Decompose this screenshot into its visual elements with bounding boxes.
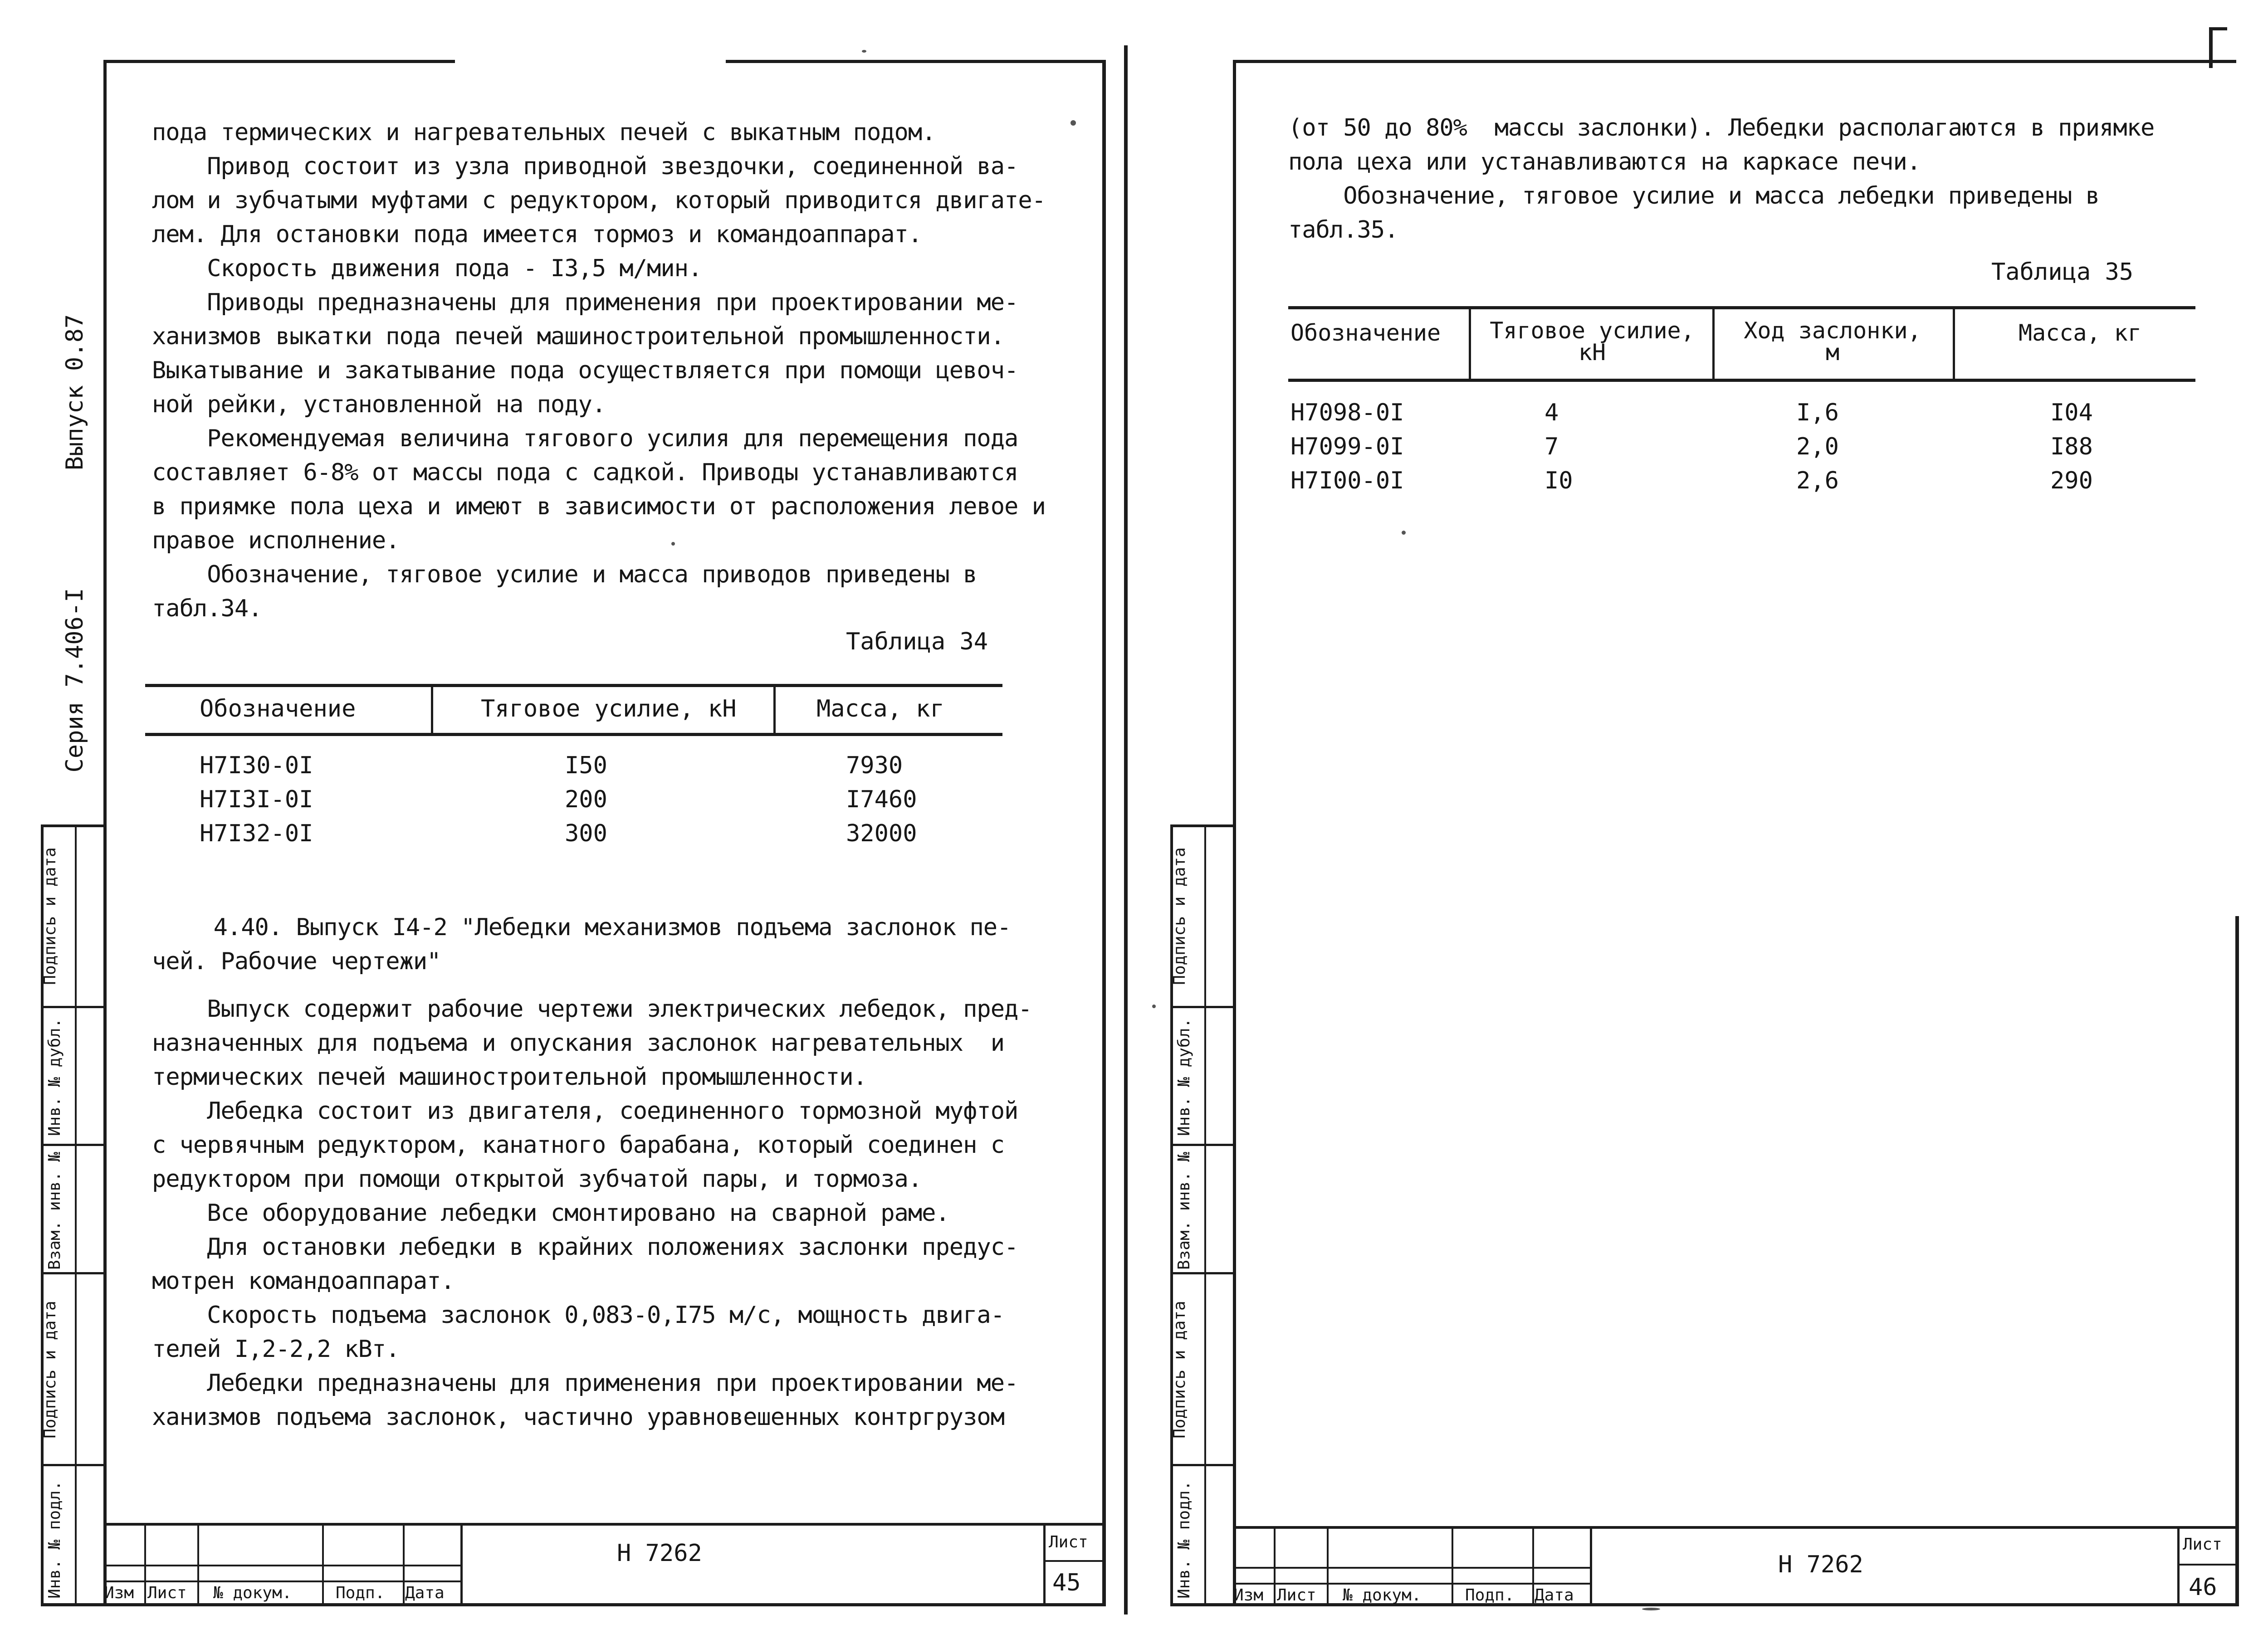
table-35-row-3-force: I0 <box>1545 467 1573 494</box>
scan-speck <box>671 542 675 546</box>
left-frame-top-a <box>106 60 455 63</box>
right-para-line-4: табл.35. <box>1288 216 1398 244</box>
gutter-line <box>1124 45 1128 1614</box>
left-para-line-10: Рекомендуемая величина тягового усилия для перемещения пода <box>152 425 1018 452</box>
table-34-title: Таблица 34 <box>846 628 988 655</box>
right-stamp-doc-code: Н 7262 <box>1778 1551 1863 1578</box>
left-bottom-line-2: назначенных для подъема и опускания заслонок нагревательных и <box>152 1029 1005 1057</box>
right-frame-left <box>1233 60 1236 1606</box>
right-corner-mark-top <box>2209 27 2227 30</box>
stamp-sheet-number: 45 <box>1052 1569 1081 1596</box>
left-frame-left <box>103 60 107 1606</box>
right-stamp-col-date: Дата <box>1535 1586 1574 1605</box>
left-para-line-2: Привод состоит из узла приводной звездочки, соединенной ва- <box>152 153 1018 180</box>
right-para-line-3: Обозначение, тяговое усилие и масса лебедки приведены в <box>1288 182 2100 210</box>
table-35-row-2-stroke: 2,0 <box>1796 433 1839 460</box>
right-stamp-col-list: Лист <box>1277 1586 1316 1605</box>
right-side-field-vzam-inv: Взам. инв. № <box>1175 1151 1193 1270</box>
table-34-row-3-designation: Н7I32-0I <box>200 820 313 847</box>
stamp-col-izm: Изм <box>104 1584 134 1602</box>
right-stamp-col-doc: № докум. <box>1343 1586 1422 1605</box>
left-frame-bottom <box>41 1603 1106 1606</box>
table-35-title: Таблица 35 <box>1991 259 2134 286</box>
scan-speck <box>1070 120 1076 126</box>
right-side-field-inv-dubl: Инв. № дубл. <box>1175 1018 1193 1136</box>
left-bottom-line-5: с червячным редуктором, канатного барабана, который соединен с <box>152 1132 1005 1159</box>
table-35-row-1-mass: I04 <box>2050 399 2093 426</box>
table-34-row-3-mass: 32000 <box>846 820 917 847</box>
table-34-row-1-mass: 7930 <box>846 752 903 779</box>
left-bottom-line-10: Скорость подъема заслонок 0,083-0,I75 м/с, мощность двига- <box>152 1302 1005 1329</box>
left-frame-right <box>1102 60 1106 1606</box>
right-frame-bottom <box>1170 1603 2239 1606</box>
left-para-line-14: Обозначение, тяговое усилие и масса приводов приведены в <box>152 561 977 588</box>
side-field-inv-dubl: Инв. № дубл. <box>45 1018 64 1136</box>
table-35-row-1-designation: Н7098-0I <box>1290 399 1404 426</box>
left-bottom-line-7: Все оборудование лебедки смонтировано на сварной раме. <box>152 1200 949 1227</box>
right-side-field-inv-podl: Инв. № подл. <box>1175 1480 1193 1599</box>
left-para-line-1: пода термических и нагревательных печей с выкатным подом. <box>152 119 936 146</box>
left-bottom-line-9: мотрен командоаппарат. <box>152 1268 455 1295</box>
left-frame-top-b <box>726 60 1106 63</box>
side-field-vzam-inv: Взам. инв. № <box>45 1151 64 1270</box>
right-stamp-sheet-number: 46 <box>2189 1574 2217 1601</box>
table-34-row-2-mass: I7460 <box>846 786 917 813</box>
stamp-doc-code: Н 7262 <box>617 1540 702 1567</box>
left-para-line-6: Приводы предназначены для применения при проектировании ме- <box>152 289 1018 316</box>
stamp-col-list: Лист <box>147 1584 187 1602</box>
side-field-signature-1: Подпись и дата <box>41 1301 59 1439</box>
left-para-line-8: Выкатывание и закатывание пода осуществляется при помощи цевоч- <box>152 357 1018 384</box>
left-para-line-9: ной рейки, установленной на поду. <box>152 391 606 418</box>
table-34-row-2-force: 200 <box>565 786 607 813</box>
table-34-header-mass: Масса, кг <box>816 695 944 722</box>
right-para-line-2: пола цеха или устанавливаются на каркасе печи. <box>1288 148 1921 176</box>
right-frame-top <box>1234 60 2236 63</box>
left-para-line-5: Скорость движения пода - I3,5 м/мин. <box>152 255 702 282</box>
table-35-row-1-stroke: I,6 <box>1796 399 1839 426</box>
table-35-row-3-mass: 290 <box>2050 467 2093 494</box>
right-corner-mark <box>2209 27 2213 68</box>
left-para-line-15: табл.34. <box>152 595 262 622</box>
table-35-header-stroke: Ход заслонки, м <box>1744 317 1921 366</box>
table-34-header-force: Тяговое усилие, кН <box>481 695 737 722</box>
table-34-row-2-designation: Н7I3I-0I <box>200 786 313 813</box>
left-para-line-11: составляет 6-8% от массы пода с садкой. Приводы устанавливаются <box>152 459 1018 486</box>
right-stamp-col-sign: Подп. <box>1465 1586 1515 1605</box>
margin-issue: Выпуск 0.87 <box>61 314 88 471</box>
table-35-row-1-force: 4 <box>1545 399 1559 426</box>
stamp-col-sign: Подп. <box>336 1584 385 1602</box>
left-bottom-line-12: Лебедки предназначены для применения при проектировании ме- <box>152 1370 1018 1397</box>
left-bottom-line-13: ханизмов подъема заслонок, частично уравновешенных контргрузом <box>152 1404 1005 1431</box>
left-bottom-line-3: термических печей машиностроительной промышленности. <box>152 1063 867 1091</box>
left-para-line-4: лем. Для остановки пода имеется тормоз и командоаппарат. <box>152 221 922 248</box>
table-35-header-mass: Масса, кг <box>2019 320 2141 346</box>
left-bottom-line-6: редуктором при помощи открытой зубчатой пары, и тормоза. <box>152 1166 922 1193</box>
table-35-header-designation: Обозначение <box>1290 320 1441 346</box>
margin-series: Серия 7.406-I <box>61 588 88 773</box>
scan-speck <box>1152 1005 1156 1008</box>
right-side-field-signature-1: Подпись и дата <box>1170 1301 1189 1439</box>
right-stamp-sheet-label: Лист <box>2183 1535 2222 1554</box>
left-para-line-3: лом и зубчатыми муфтами с редуктором, который приводится двигате- <box>152 187 1046 214</box>
section-heading-line-1: 4.40. Выпуск I4-2 "Лебедки механизмов подъема заслонок пе- <box>186 914 1011 941</box>
side-field-inv-podl: Инв. № подл. <box>45 1480 64 1599</box>
table-35-row-2-designation: Н7099-0I <box>1290 433 1404 460</box>
table-34-row-1-designation: Н7I30-0I <box>200 752 313 779</box>
left-bottom-line-11: телей I,2-2,2 кВт. <box>152 1336 400 1363</box>
table-35-row-3-designation: Н7I00-0I <box>1290 467 1404 494</box>
left-bottom-line-1: Выпуск содержит рабочие чертежи электрических лебедок, пред- <box>152 995 1032 1023</box>
table-34-row-3-force: 300 <box>565 820 607 847</box>
right-stamp-col-izm: Изм <box>1234 1586 1264 1605</box>
stamp-col-date: Дата <box>405 1584 445 1602</box>
left-para-line-12: в приямке пола цеха и имеют в зависимости от расположения левое и <box>152 493 1046 520</box>
section-heading-line-2: чей. Рабочие чертежи" <box>152 948 441 975</box>
table-34-header-designation: Обозначение <box>200 695 356 722</box>
stamp-sheet-label: Лист <box>1049 1533 1088 1551</box>
table-35-header-force: Тяговое усилие, кН <box>1490 317 1695 366</box>
left-bottom-line-4: Лебедка состоит из двигателя, соединенного тормозной муфтой <box>152 1097 1018 1125</box>
scan-speck <box>1402 531 1406 535</box>
table-35-row-2-force: 7 <box>1545 433 1559 460</box>
left-para-line-7: ханизмов выкатки пода печей машиностроительной промышленности. <box>152 323 1005 350</box>
scan-speck <box>862 50 866 53</box>
left-bottom-line-8: Для остановки лебедки в крайних положениях заслонки предус- <box>152 1234 1018 1261</box>
right-frame-right <box>2235 916 2239 1605</box>
right-side-field-signature-2: Подпись и дата <box>1170 847 1189 985</box>
side-field-signature-2: Подпись и дата <box>41 847 59 985</box>
table-35-row-2-mass: I88 <box>2050 433 2093 460</box>
right-para-line-1: (от 50 до 80% массы заслонки). Лебедки располагаются в приямке <box>1288 114 2155 141</box>
stamp-col-doc: № докум. <box>213 1584 292 1602</box>
scan-speck <box>1642 1608 1660 1610</box>
table-34-row-1-force: I50 <box>565 752 607 779</box>
table-35-row-3-stroke: 2,6 <box>1796 467 1839 494</box>
left-para-line-13: правое исполнение. <box>152 527 400 554</box>
